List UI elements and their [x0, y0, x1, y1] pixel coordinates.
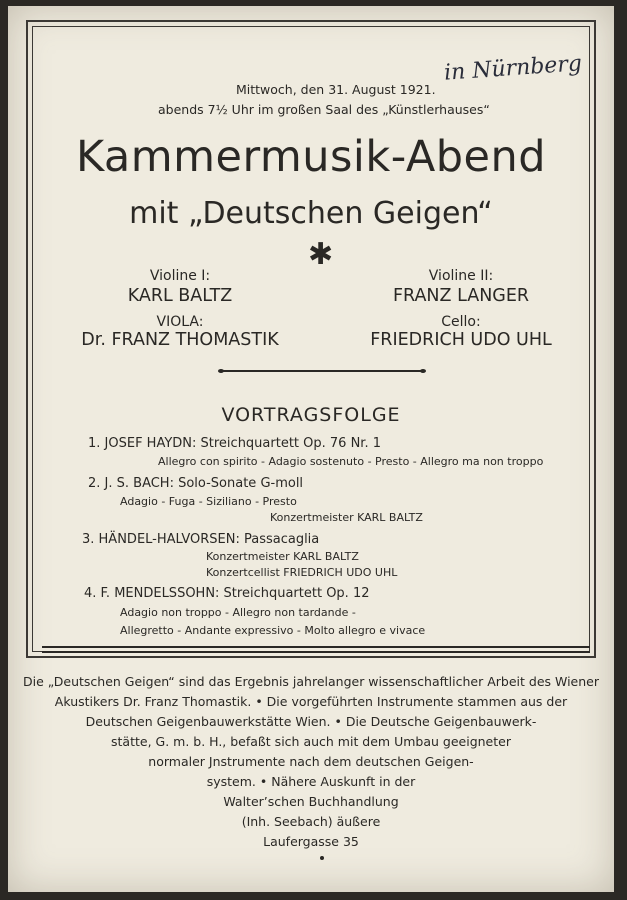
footer-line: Akustikers Dr. Franz Thomastik. • Die vorgeführten Instrumente stammen aus der — [54, 694, 568, 709]
program-item: 4. F. MENDELSSOHN: Streichquartett Op. 12 — [84, 586, 370, 601]
program-item: 3. HÄNDEL-HALVORSEN: Passacaglia — [82, 532, 320, 547]
program-heading: VORTRAGSFOLGE — [221, 404, 401, 426]
performer-name: FRIEDRICH UDO UHL — [370, 330, 552, 350]
footer-line: Die „Deutschen Geigen“ sind das Ergebnis jahrelanger wissenschaftlicher Arbeit des Wiener — [22, 674, 600, 689]
performer-name: KARL BALTZ — [127, 286, 233, 306]
footer-line: Laufergasse 35 — [263, 834, 359, 849]
asterisk-ornament: ✱ — [308, 237, 334, 272]
program-detail: Allegretto - Andante expressivo - Molto allegro e vivace — [120, 624, 426, 637]
program-detail: Konzertmeister KARL BALTZ — [206, 550, 359, 563]
handwritten-note: in Nürnberg — [443, 51, 583, 86]
footer-line: normaler Jnstrumente nach dem deutschen Geigen- — [148, 754, 474, 769]
end-dot — [320, 856, 324, 860]
performer-name: FRANZ LANGER — [392, 286, 530, 306]
performer-role: Cello: — [441, 314, 481, 330]
performer-role: Violine I: — [149, 268, 211, 284]
program-detail: Konzertcellist FRIEDRICH UDO UHL — [206, 566, 398, 579]
performer-name: Dr. FRANZ THOMASTIK — [81, 330, 279, 350]
program-item: 1. JOSEF HAYDN: Streichquartett Op. 76 Nr. 1 — [88, 436, 381, 451]
program-detail: Adagio - Fuga - Siziliano - Presto — [120, 495, 297, 508]
time-venue-line: abends 7½ Uhr im großen Saal des „Künstlerhauses“ — [158, 102, 490, 117]
double-rule — [42, 651, 590, 653]
footer-line: stätte, G. m. b. H., befaßt sich auch mit dem Umbau geeigneter — [111, 734, 511, 749]
program-detail: Adagio non troppo - Allegro non tardande - — [120, 606, 356, 619]
program-detail: Konzertmeister KARL BALTZ — [270, 511, 423, 524]
performer-role: Violine II: — [428, 268, 494, 284]
program-item: 2. J. S. BACH: Solo-Sonate G-moll — [88, 476, 304, 491]
date-line: Mittwoch, den 31. August 1921. — [236, 82, 436, 97]
footer-line: Deutschen Geigenbauwerkstätte Wien. • Die Deutsche Geigenbauwerk- — [85, 714, 537, 729]
footer-line: Walter’schen Buchhandlung — [223, 794, 399, 809]
footer-line: (Inh. Seebach) äußere — [241, 814, 381, 829]
footer-line: system. • Nähere Auskunft in der — [206, 774, 416, 789]
poster-subtitle: mit „Deutschen Geigen“ — [129, 196, 493, 231]
double-rule — [42, 646, 590, 648]
poster-sheet — [8, 6, 614, 892]
poster-title: Kammermusik-Abend — [75, 132, 547, 182]
divider-rule — [222, 370, 422, 372]
program-detail: Allegro con spirito - Adagio sostenuto - Presto - Allegro ma non troppo — [158, 455, 544, 468]
performer-role: VIOLA: — [156, 314, 204, 330]
